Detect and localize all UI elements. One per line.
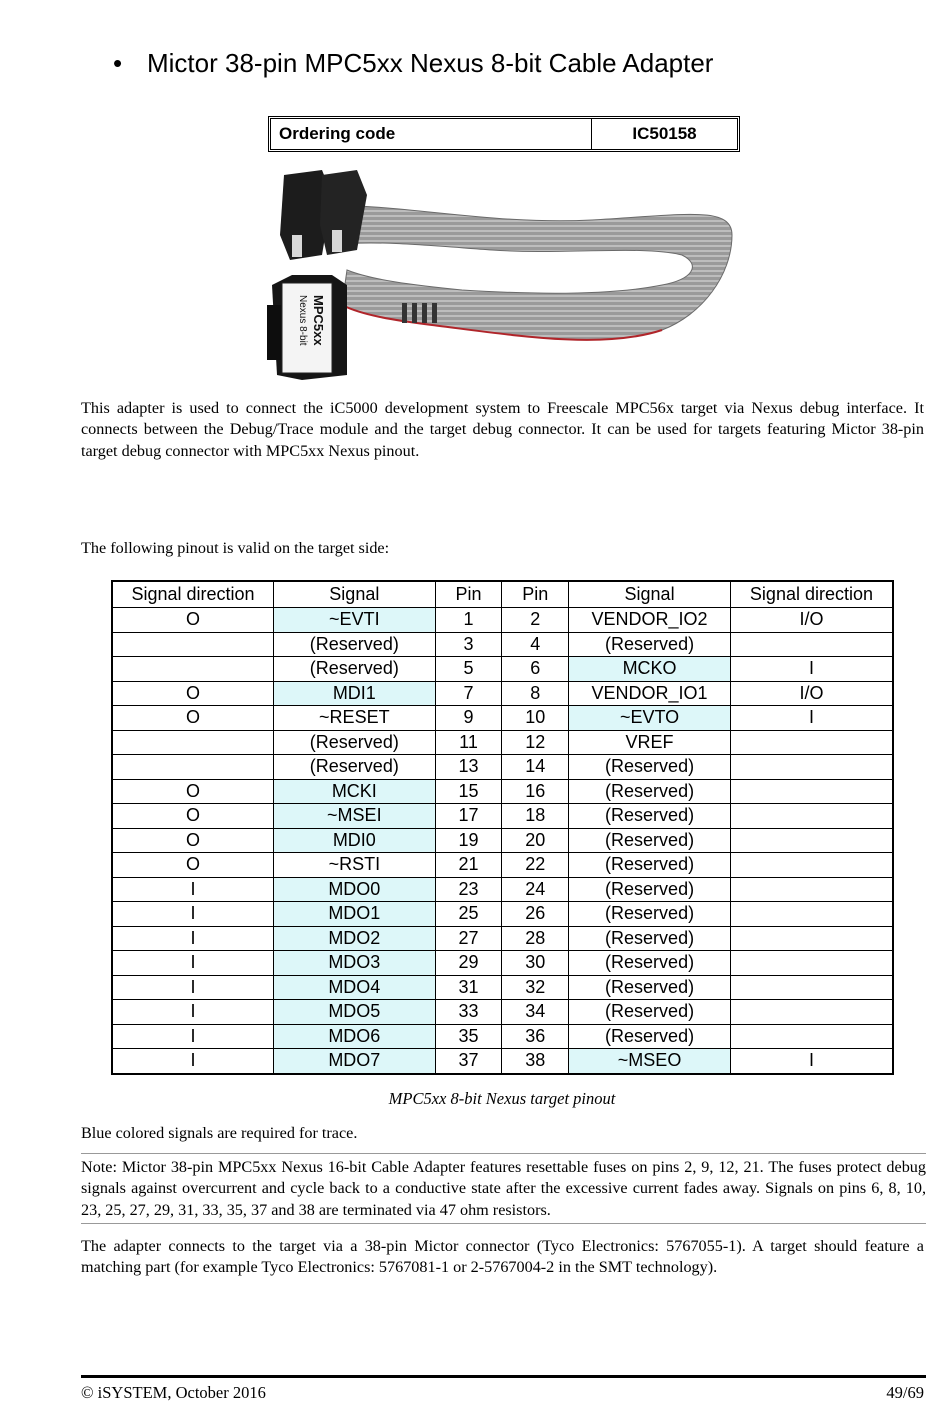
right-direction-cell bbox=[730, 853, 893, 878]
left-pin-cell: 31 bbox=[435, 975, 502, 1000]
right-direction-cell: I bbox=[730, 657, 893, 682]
left-pin-cell: 23 bbox=[435, 877, 502, 902]
right-pin-cell: 18 bbox=[502, 804, 569, 829]
left-direction-cell: I bbox=[112, 1000, 274, 1025]
left-pin-cell: 29 bbox=[435, 951, 502, 976]
pinout-row bbox=[112, 1024, 893, 1049]
ordering-code-table bbox=[268, 116, 740, 152]
right-pin-cell: 14 bbox=[502, 755, 569, 780]
left-direction-cell: O bbox=[112, 779, 274, 804]
header-right-direction: Signal direction bbox=[730, 581, 893, 608]
left-pin-cell: 7 bbox=[435, 681, 502, 706]
right-direction-cell bbox=[730, 730, 893, 755]
pinout-row bbox=[112, 730, 893, 755]
right-signal-cell: (Reserved) bbox=[569, 902, 731, 927]
right-signal-cell: (Reserved) bbox=[569, 877, 731, 902]
pinout-row bbox=[112, 657, 893, 682]
right-direction-cell bbox=[730, 951, 893, 976]
right-pin-cell: 6 bbox=[502, 657, 569, 682]
right-signal-cell: (Reserved) bbox=[569, 951, 731, 976]
right-direction-cell bbox=[730, 1000, 893, 1025]
left-direction-cell: I bbox=[112, 951, 274, 976]
left-signal-cell: ~MSEI bbox=[274, 804, 436, 829]
bullet: • bbox=[113, 48, 123, 78]
left-pin-cell: 9 bbox=[435, 706, 502, 731]
left-signal-cell: MCKI bbox=[274, 779, 436, 804]
right-direction-cell: I/O bbox=[730, 681, 893, 706]
right-pin-cell: 4 bbox=[502, 632, 569, 657]
right-direction-cell: I/O bbox=[730, 608, 893, 633]
right-direction-cell bbox=[730, 755, 893, 780]
right-signal-cell: VENDOR_IO1 bbox=[569, 681, 731, 706]
left-signal-cell: MDI0 bbox=[274, 828, 436, 853]
pinout-row bbox=[112, 1049, 893, 1074]
left-pin-cell: 21 bbox=[435, 853, 502, 878]
left-signal-cell: MDO3 bbox=[274, 951, 436, 976]
right-signal-cell: (Reserved) bbox=[569, 779, 731, 804]
cable-adapter-photo bbox=[262, 165, 748, 385]
table-caption: MPC5xx 8-bit Nexus target pinout bbox=[388, 1089, 616, 1108]
right-signal-cell: (Reserved) bbox=[569, 804, 731, 829]
header-left-direction: Signal direction bbox=[112, 581, 274, 608]
left-pin-cell: 25 bbox=[435, 902, 502, 927]
trace-note: Blue colored signals are required for trace. bbox=[81, 1124, 358, 1142]
right-pin-cell: 28 bbox=[502, 926, 569, 951]
right-pin-cell: 22 bbox=[502, 853, 569, 878]
left-direction-cell: O bbox=[112, 706, 274, 731]
right-pin-cell: 16 bbox=[502, 779, 569, 804]
right-pin-cell: 32 bbox=[502, 975, 569, 1000]
left-direction-cell: I bbox=[112, 877, 274, 902]
right-direction-cell bbox=[730, 926, 893, 951]
right-direction-cell bbox=[730, 779, 893, 804]
left-direction-cell: I bbox=[112, 975, 274, 1000]
pinout-row bbox=[112, 926, 893, 951]
right-signal-cell: ~MSEO bbox=[569, 1049, 731, 1074]
right-direction-cell: I bbox=[730, 1049, 893, 1074]
pinout-row bbox=[112, 877, 893, 902]
header-right-pin: Pin bbox=[502, 581, 569, 608]
pinout-row bbox=[112, 975, 893, 1000]
left-signal-cell: (Reserved) bbox=[274, 632, 436, 657]
footer-rule bbox=[81, 1375, 926, 1378]
left-direction-cell: O bbox=[112, 853, 274, 878]
left-direction-cell bbox=[112, 632, 274, 657]
left-signal-cell: MDO4 bbox=[274, 975, 436, 1000]
right-direction-cell bbox=[730, 1024, 893, 1049]
left-signal-cell: MDO0 bbox=[274, 877, 436, 902]
pinout-row bbox=[112, 755, 893, 780]
pinout-table bbox=[111, 580, 894, 1075]
pinout-row bbox=[112, 706, 893, 731]
left-direction-cell: I bbox=[112, 926, 274, 951]
pinout-row bbox=[112, 828, 893, 853]
right-signal-cell: (Reserved) bbox=[569, 926, 731, 951]
pinout-row bbox=[112, 902, 893, 927]
pinout-row bbox=[112, 632, 893, 657]
footer-page-number: 49/69 bbox=[886, 1383, 924, 1402]
left-signal-cell: (Reserved) bbox=[274, 730, 436, 755]
note-box: Note: Mictor 38-pin MPC5xx Nexus 16-bit Cable Adapter features resettable fuses on pins 2, 9, 12, 21. The fuses protect debug signals against overcurrent and cycle back to a conductive state after the excessive current fades away. Signals on pins 6, 8, 10, 23, 25, 27, 29, 31, 33, 35, 37 and 38 are terminated via 47 ohm resistors. bbox=[81, 1153, 926, 1224]
right-direction-cell bbox=[730, 902, 893, 927]
pinout-lead-paragraph: The following pinout is valid on the target side: bbox=[81, 539, 390, 557]
section-heading bbox=[113, 48, 713, 79]
right-signal-cell: ~EVTO bbox=[569, 706, 731, 731]
left-pin-cell: 15 bbox=[435, 779, 502, 804]
right-pin-cell: 26 bbox=[502, 902, 569, 927]
left-signal-cell: ~EVTI bbox=[274, 608, 436, 633]
pinout-row bbox=[112, 804, 893, 829]
left-pin-cell: 5 bbox=[435, 657, 502, 682]
right-signal-cell: VREF bbox=[569, 730, 731, 755]
left-pin-cell: 33 bbox=[435, 1000, 502, 1025]
left-direction-cell bbox=[112, 657, 274, 682]
right-pin-cell: 10 bbox=[502, 706, 569, 731]
right-signal-cell: MCKO bbox=[569, 657, 731, 682]
left-pin-cell: 35 bbox=[435, 1024, 502, 1049]
ordering-code-label: Ordering code bbox=[271, 119, 592, 149]
left-signal-cell: MDO6 bbox=[274, 1024, 436, 1049]
adapter-label-main: MPC5xx bbox=[311, 295, 326, 346]
right-signal-cell: (Reserved) bbox=[569, 1024, 731, 1049]
heading-title: Mictor 38-pin MPC5xx Nexus 8-bit Cable Adapter bbox=[147, 48, 714, 78]
left-signal-cell: ~RSTI bbox=[274, 853, 436, 878]
right-direction-cell bbox=[730, 877, 893, 902]
left-pin-cell: 17 bbox=[435, 804, 502, 829]
intro-paragraph: This adapter is used to connect the iC5000 development system to Freescale MPC56x target via Nexus debug interface. It connects between the Debug/Trace module and the target debug connector. It can be used for targets featuring Mictor 38-pin target debug connector with MPC5xx Nexus pinout. bbox=[81, 399, 924, 460]
right-pin-cell: 30 bbox=[502, 951, 569, 976]
right-pin-cell: 36 bbox=[502, 1024, 569, 1049]
connector-paragraph: The adapter connects to the target via a 38-pin Mictor connector (Tyco Electronics: 5767055-1). A target should feature a matching part (for example Tyco Electronics: 5767081-1 or 2-5767004-2 in the SMT technology). bbox=[81, 1237, 924, 1277]
left-signal-cell: MDO7 bbox=[274, 1049, 436, 1074]
header-left-pin: Pin bbox=[435, 581, 502, 608]
left-signal-cell: MDI1 bbox=[274, 681, 436, 706]
left-signal-cell: (Reserved) bbox=[274, 657, 436, 682]
left-direction-cell: I bbox=[112, 1024, 274, 1049]
left-direction-cell bbox=[112, 755, 274, 780]
ordering-code-value: IC50158 bbox=[632, 124, 697, 143]
left-signal-cell: ~RESET bbox=[274, 706, 436, 731]
left-signal-cell: MDO2 bbox=[274, 926, 436, 951]
pinout-row bbox=[112, 951, 893, 976]
right-pin-cell: 38 bbox=[502, 1049, 569, 1074]
left-direction-cell: O bbox=[112, 804, 274, 829]
left-signal-cell: MDO5 bbox=[274, 1000, 436, 1025]
left-pin-cell: 11 bbox=[435, 730, 502, 755]
right-pin-cell: 12 bbox=[502, 730, 569, 755]
pinout-header-row bbox=[112, 581, 893, 608]
left-direction-cell: O bbox=[112, 681, 274, 706]
left-pin-cell: 1 bbox=[435, 608, 502, 633]
pinout-row bbox=[112, 608, 893, 633]
pinout-row bbox=[112, 853, 893, 878]
right-signal-cell: (Reserved) bbox=[569, 853, 731, 878]
left-pin-cell: 37 bbox=[435, 1049, 502, 1074]
right-signal-cell: (Reserved) bbox=[569, 828, 731, 853]
right-direction-cell: I bbox=[730, 706, 893, 731]
right-direction-cell bbox=[730, 804, 893, 829]
left-direction-cell: I bbox=[112, 1049, 274, 1074]
footer-copyright: © iSYSTEM, October 2016 bbox=[81, 1383, 266, 1402]
right-pin-cell: 20 bbox=[502, 828, 569, 853]
left-pin-cell: 13 bbox=[435, 755, 502, 780]
left-pin-cell: 27 bbox=[435, 926, 502, 951]
right-signal-cell: (Reserved) bbox=[569, 1000, 731, 1025]
left-direction-cell: O bbox=[112, 608, 274, 633]
header-right-signal: Signal bbox=[569, 581, 731, 608]
left-pin-cell: 19 bbox=[435, 828, 502, 853]
left-pin-cell: 3 bbox=[435, 632, 502, 657]
right-direction-cell bbox=[730, 828, 893, 853]
left-direction-cell: O bbox=[112, 828, 274, 853]
left-signal-cell: MDO1 bbox=[274, 902, 436, 927]
right-direction-cell bbox=[730, 975, 893, 1000]
right-pin-cell: 34 bbox=[502, 1000, 569, 1025]
right-pin-cell: 8 bbox=[502, 681, 569, 706]
left-direction-cell: I bbox=[112, 902, 274, 927]
right-pin-cell: 2 bbox=[502, 608, 569, 633]
right-direction-cell bbox=[730, 632, 893, 657]
pinout-row bbox=[112, 1000, 893, 1025]
header-left-signal: Signal bbox=[274, 581, 436, 608]
right-pin-cell: 24 bbox=[502, 877, 569, 902]
right-signal-cell: (Reserved) bbox=[569, 632, 731, 657]
left-direction-cell bbox=[112, 730, 274, 755]
right-signal-cell: (Reserved) bbox=[569, 975, 731, 1000]
adapter-label-sub: Nexus 8-bit bbox=[297, 295, 308, 346]
pinout-row bbox=[112, 681, 893, 706]
right-signal-cell: (Reserved) bbox=[569, 755, 731, 780]
pinout-row bbox=[112, 779, 893, 804]
right-signal-cell: VENDOR_IO2 bbox=[569, 608, 731, 633]
left-signal-cell: (Reserved) bbox=[274, 755, 436, 780]
